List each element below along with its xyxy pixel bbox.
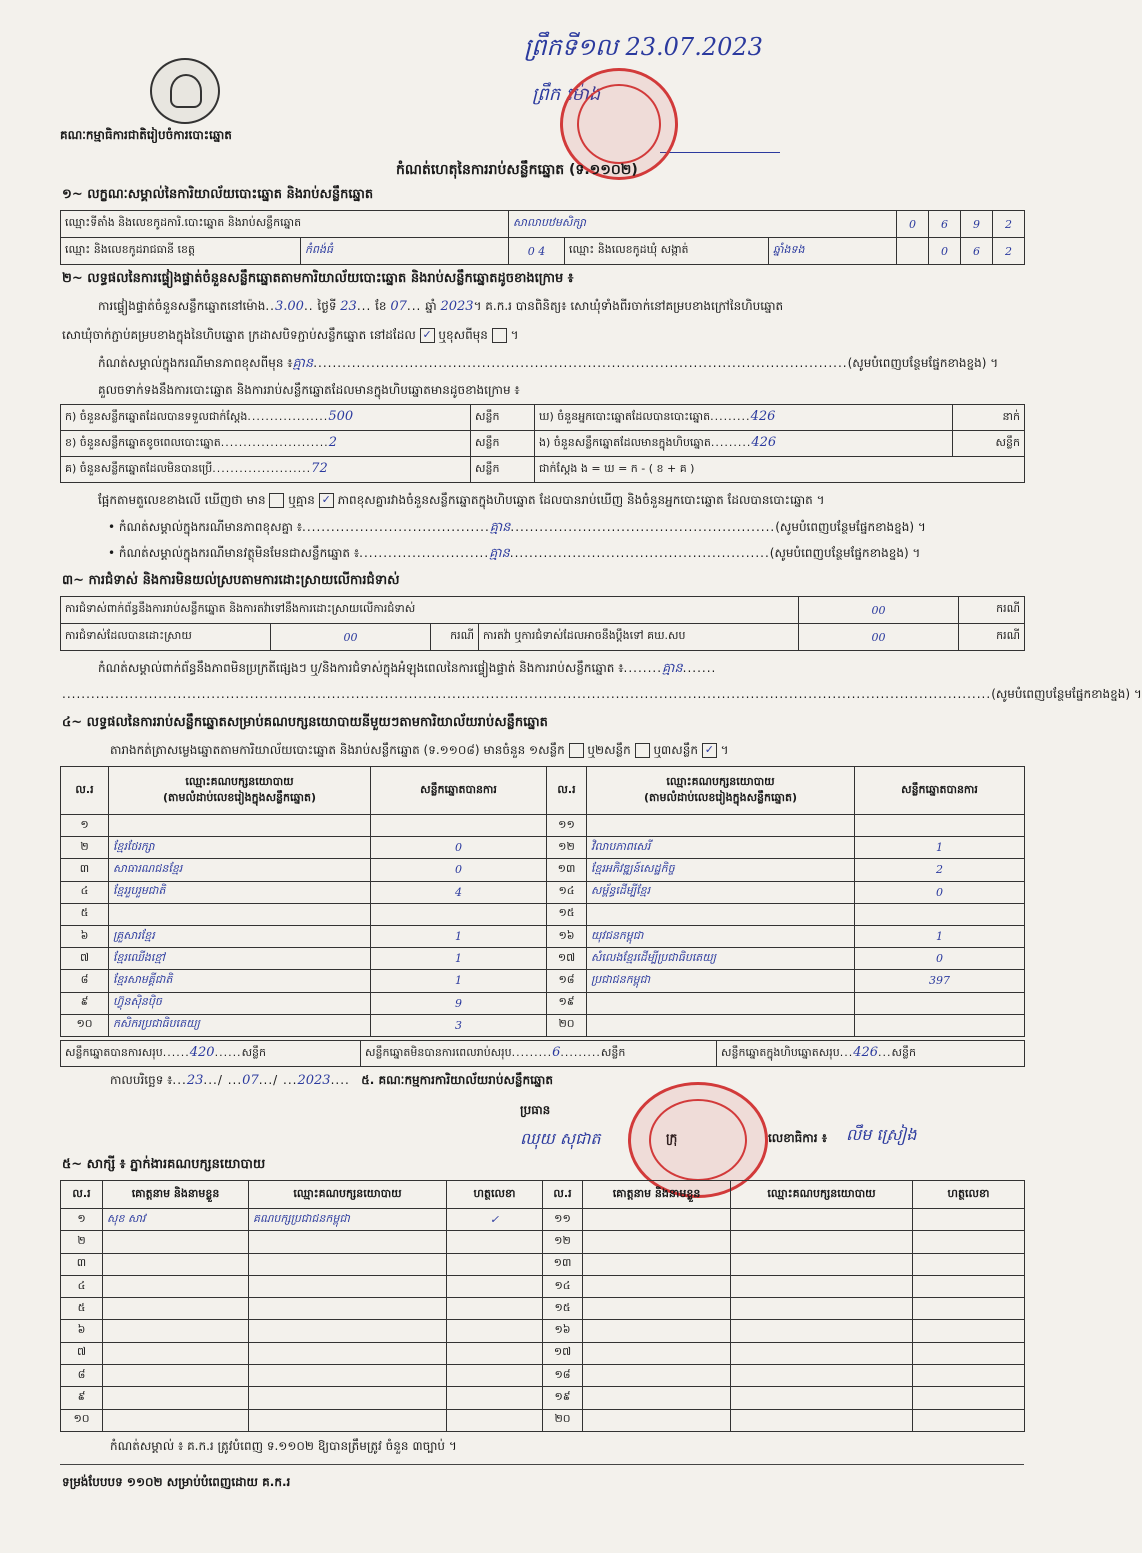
witness-no: ១៧ (543, 1342, 583, 1364)
objections-related-value: 00 (799, 597, 959, 624)
received-ballots-row: ក) ចំនួនសន្លឹកឆ្នោតដែលបានទទួលជាក់ស្តែង..................500 (61, 405, 471, 431)
witness-party (731, 1365, 913, 1387)
party-no: ១៤ (547, 881, 587, 903)
witness-no: ២ (61, 1231, 103, 1253)
witness-party (249, 1298, 447, 1320)
party-no: ៨ (61, 970, 109, 992)
objections-resolved-value: 00 (271, 624, 431, 651)
witness-name (583, 1342, 731, 1364)
secretary-signature: លឹម ស្រៀង (846, 1125, 917, 1144)
signature-line (660, 152, 780, 153)
commune-value: ឆ្នាំងទង (769, 238, 897, 265)
handwritten-note: ព្រឹក ម៉ោង (532, 84, 601, 105)
voters-row: ឃ) ចំនួនអ្នកបោះឆ្នោតដែលបានបោះឆ្នោត.........426 (535, 405, 953, 431)
location-code-2: 6 (929, 211, 961, 238)
commune-code-2: 6 (961, 238, 993, 265)
party-no: ១៩ (547, 992, 587, 1014)
witness-signature (447, 1342, 543, 1364)
witness-name (103, 1298, 249, 1320)
witness-no: ១៥ (543, 1298, 583, 1320)
three-sheet-checkbox[interactable]: ✓ (702, 743, 717, 758)
section2-title: ២~ លទ្ធផលនៃការផ្ទៀងផ្ទាត់ចំនួនសន្លឹកឆ្នោតតាមការិយាល័យបោះឆ្នោត និងរាប់សន្លឹកឆ្នោតដូចខាងក្រោម ៖ (62, 271, 574, 286)
party-votes: 2 (855, 859, 1025, 881)
party-votes: 0 (855, 948, 1025, 970)
witness-signature (447, 1320, 543, 1342)
org-name: គណៈកម្មាធិការជាតិរៀបចំការបោះឆ្នោត (60, 128, 232, 142)
witness-name (583, 1253, 731, 1275)
witness-name (583, 1231, 731, 1253)
witness-no: ១៩ (543, 1387, 583, 1409)
witness-party (731, 1320, 913, 1342)
witness-signature (913, 1387, 1025, 1409)
party-name: ខ្មែរឈើងខ្មៅ (109, 948, 371, 970)
party-name: វិលាបភាពសេរី (587, 837, 855, 859)
witness-no: ៩ (61, 1387, 103, 1409)
witness-name (583, 1298, 731, 1320)
party-name (587, 815, 855, 837)
col-votes-left: សន្លឹកឆ្នោតបានការ (371, 767, 547, 815)
objections-resolved-label: ការជំទាស់ដែលបានដោះស្រាយ (61, 624, 271, 651)
witness-no: ៨ (61, 1365, 103, 1387)
col-no-left: ល.រ (61, 767, 109, 815)
witness-party (731, 1231, 913, 1253)
signing-date-line: កាលបរិច្ឆេទ ៖...23.../ ...07.../ ...2023.... ៥. គណៈកម្មការការិយាល័យរាប់សន្លឹកឆ្នោត (110, 1073, 553, 1088)
commune-code-1: 0 (929, 238, 961, 265)
witness-no: ៦ (61, 1320, 103, 1342)
party-votes: 0 (855, 881, 1025, 903)
province-value: កំពង់ធំ (301, 238, 509, 265)
party-votes: 9 (371, 992, 547, 1014)
witness-no: ១៨ (543, 1365, 583, 1387)
chair-label: ប្រធាន (520, 1103, 551, 1117)
witness-signature (447, 1275, 543, 1297)
total-in-box: សន្លឹកឆ្នោតក្នុងហិបឆ្នោតសរុប...426...សន្លឹក (717, 1041, 1025, 1067)
witness-party (731, 1387, 913, 1409)
witness-name (103, 1253, 249, 1275)
witness-signature (913, 1275, 1025, 1297)
party-name: សំលេងខ្មែរដើម្បីប្រជាធិបតេយ្យ (587, 948, 855, 970)
witness-row (61, 1298, 1025, 1320)
party-no: ២០ (547, 1014, 587, 1036)
party-no: ៥ (61, 903, 109, 925)
witness-party: គណបក្សប្រជាជនកម្ពុជា (249, 1209, 447, 1231)
party-name (587, 903, 855, 925)
witness-signature (447, 1365, 543, 1387)
witness-party (249, 1275, 447, 1297)
total-invalid: សន្លឹកឆ្នោតមិនបានការពេលរាប់សរុប.........6.........សន្លឹក (361, 1041, 717, 1067)
party-votes: 1 (371, 925, 547, 947)
party-no: ៤ (61, 881, 109, 903)
witness-no: ៤ (61, 1275, 103, 1297)
party-votes: 397 (855, 970, 1025, 992)
party-votes: 1 (855, 837, 1025, 859)
party-votes: 1 (855, 925, 1025, 947)
bullet-foreign-object-note: • កំណត់សម្គាល់ក្នុងករណីមានវត្ថុមិនមែនជាសន្លឹកឆ្នោត ៖...........................គ្មាន......................................................(សូមបំពេញបន្ថែមផ្នែកខាងខ្នង) ។ (108, 546, 921, 561)
witness-name (103, 1320, 249, 1342)
witness-signature: ✓ (447, 1209, 543, 1231)
section5-title: ៥~ សាក្សី ៖ ភ្នាក់ងារគណបក្សនយោបាយ (62, 1157, 266, 1172)
location-code-4: 2 (993, 211, 1025, 238)
results-table (60, 766, 1025, 1037)
section5-note: កំណត់សម្គាល់ ៖ គ.ក.រ ត្រូវបំពេញ ទ.១១០២ ឱ្យបានត្រឹមត្រូវ ចំនួន ៣ច្បាប់ ។ (110, 1439, 457, 1453)
witness-name (583, 1365, 731, 1387)
witness-name (103, 1342, 249, 1364)
verification-line2: សោឃុំចាក់ភ្ជាប់គម្របខាងក្នុងនៃហិបឆ្នោត ក្រដាសបិទភ្ជាប់សន្លឹកឆ្នោត នៅដដែល ✓ ឬខុសពីមុន ។ (62, 328, 519, 342)
witness-name (103, 1365, 249, 1387)
results-totals (60, 1040, 1025, 1067)
witness-row (61, 1387, 1025, 1409)
party-no: ១៨ (547, 970, 587, 992)
witness-row (61, 1342, 1025, 1364)
witness-no: ១២ (543, 1231, 583, 1253)
party-no: ១២ (547, 837, 587, 859)
party-votes (855, 1014, 1025, 1036)
party-no: ២ (61, 837, 109, 859)
results-row (61, 903, 1025, 925)
witness-row (61, 1320, 1025, 1342)
witness-signature (913, 1231, 1025, 1253)
witness-party (731, 1342, 913, 1364)
location-label: ឈ្មោះទីតាំង និងលេខកូដការិ.បោះឆ្នោត និងរាប់សន្លឹកឆ្នោត (61, 211, 509, 238)
witness-no: ១៤ (543, 1275, 583, 1297)
section4-title: ៤~ លទ្ធផលនៃការរាប់សន្លឹកឆ្នោតសម្រាប់គណបក្សនយោបាយនីមួយៗតាមការិយាល័យរាប់សន្លឹកឆ្នោត (62, 715, 548, 730)
witness-name (103, 1387, 249, 1409)
total-valid: សន្លឹកឆ្នោតបានការសរុប......420......សន្លឹក (61, 1041, 361, 1067)
footer-divider (60, 1464, 1024, 1465)
witness-no: ៧ (61, 1342, 103, 1364)
difference-note-line: កំណត់សម្គាល់ក្នុងករណីមានភាពខុសពីមុន ៖គ្មាន...............................................................................................................(សូមបំពេញបន្ថែមផ្នែកខាងខ្នង) ។ (98, 356, 999, 371)
witness-signature (913, 1209, 1025, 1231)
witness-party (249, 1253, 447, 1275)
party-no: ១៦ (547, 925, 587, 947)
location-code-3: 9 (961, 211, 993, 238)
party-votes (855, 815, 1025, 837)
witness-signature (913, 1320, 1025, 1342)
party-no: ១៥ (547, 903, 587, 925)
witness-no: ១៦ (543, 1320, 583, 1342)
box-ballots-row: ង) ចំនួនសន្លឹកឆ្នោតដែលមានក្នុងហិបឆ្នោត.........426 (535, 431, 953, 457)
witness-table: ល.រ គោត្តនាម និងនាមខ្លួន ឈ្មោះគណបក្សនយោបាយ ហត្ថលេខា ល.រ គោត្តនាម និងនាមខ្លួន ឈ្មោះគណបក្សនយោបាយ ហត្ថលេខា ១ សុខ សាវ គណបក្សប្រជាជនកម្ពុជា ✓ ១១ ២ ១២ ៣ ១៣ ៤ ១៤ ៥ ១៥ ៦ ១៦ ៧ ១៧ ៨ ១៨ ៩ ១៩ ១០ ២០ (60, 1180, 1025, 1432)
province-label: ឈ្មោះ និងលេខកូដរាជធានី ខេត្ត (61, 238, 301, 265)
witness-row (61, 1275, 1025, 1297)
party-name: គ្រួសារខ្មែរ (109, 925, 371, 947)
unused-ballots-row: គ) ចំនួនសន្លឹកឆ្នោតដែលមិនបានប្រើ......................72 (61, 457, 471, 483)
objections-appeal-label: ការតវ៉ា ឬការជំទាស់ដែលអាចនឹងប្តឹងទៅ គឃ.សប (479, 624, 799, 651)
party-name: ខ្មែររួបរួមជាតិ (109, 881, 371, 903)
party-votes: 0 (371, 837, 547, 859)
objections-related-label: ការជំទាស់ពាក់ព័ន្ធនឹងការរាប់សន្លឹកឆ្នោត និងការតវ៉ាទៅនឹងការដោះស្រាយលើការជំទាស់ (61, 597, 799, 624)
party-name: ហ៊្វុនស៊ិនប៉ិច (109, 992, 371, 1014)
commune-code-3: 2 (993, 238, 1025, 265)
witness-no: ១០ (61, 1409, 103, 1431)
witness-row (61, 1365, 1025, 1387)
witness-party (249, 1365, 447, 1387)
objections-table: ការជំទាស់ពាក់ព័ន្ធនឹងការរាប់សន្លឹកឆ្នោត និងការតវ៉ាទៅនឹងការដោះស្រាយលើការជំទាស់ 00 ករណី ការជំទាស់ដែលបានដោះស្រាយ 00 ករណី ការតវ៉ា ឬការជំទាស់ដែលអាចនឹងប្តឹងទៅ គឃ.សប 00 ករណី (60, 596, 1025, 651)
witness-signature (913, 1342, 1025, 1364)
party-votes: 3 (371, 1014, 547, 1036)
results-row (61, 948, 1025, 970)
objections-appeal-value: 00 (799, 624, 959, 651)
section1-table (60, 210, 1025, 265)
witness-party (249, 1409, 447, 1431)
results-row (61, 815, 1025, 837)
witness-party (731, 1209, 913, 1231)
spoiled-ballots-row: ខ) ចំនួនសន្លឹកឆ្នោតខូចពេលបោះឆ្នោត........................2 (61, 431, 471, 457)
party-name: យុវជនកម្ពុជា (587, 925, 855, 947)
party-votes (855, 903, 1025, 925)
irregularity-note-line: កំណត់សម្គាល់ពាក់ព័ន្ធនឹងភាពមិនប្រក្រតីផ្សេងៗ ឬ/និងការជំទាស់ក្នុងអំឡុងពេលនៃការផ្ទៀងផ្ទាត់ និងការរាប់សន្លឹកឆ្នោត ៖........គ្មាន....... (98, 661, 717, 676)
witness-signature (447, 1253, 543, 1275)
col-party-left: ឈ្មោះគណបក្សនយោបាយ (តាមលំដាប់លេខរៀងក្នុងសន្លឹកឆ្នោត) (109, 767, 371, 815)
party-no: ៧ (61, 948, 109, 970)
one-sheet-checkbox[interactable] (569, 743, 584, 758)
section3-title: ៣~ ការជំទាស់ និងការមិនយល់ស្របតាមការដោះស្រាយលើការជំទាស់ (62, 573, 400, 588)
unchanged-checkbox[interactable]: ✓ (420, 328, 435, 343)
location-code-1: 0 (897, 211, 929, 238)
witness-name (103, 1275, 249, 1297)
difference-check-line: ផ្អែកតាមតួលេខខាងលើ ឃើញថា មាន ឬគ្មាន ✓ ភាពខុសគ្នារវាងចំនួនសន្លឹកឆ្នោតក្នុងហិបឆ្នោត ដែលបានរាប់ឃើញ និងចំនួនអ្នកបោះឆ្នោត ដែលបានបោះឆ្នោត ។ (98, 493, 825, 507)
witness-signature (447, 1387, 543, 1409)
party-votes: 1 (371, 970, 547, 992)
bullet-difference-note: • កំណត់សម្គាល់ក្នុងករណីមានភាពខុសគ្នា ៖.......................................គ្មាន.......................................................(សូមបំពេញបន្ថែមផ្នែកខាងខ្នង) ។ (108, 520, 926, 535)
results-row (61, 881, 1025, 903)
witness-no: ១៣ (543, 1253, 583, 1275)
party-name: ខ្មែរថែរក្សា (109, 837, 371, 859)
party-no: ១៧ (547, 948, 587, 970)
witness-name (583, 1387, 731, 1409)
section1-title: ១~ លក្ខណៈសម្គាល់នៃការិយាល័យបោះឆ្នោត និងរាប់សន្លឹកឆ្នោត (62, 187, 374, 202)
party-votes (371, 903, 547, 925)
witness-row (61, 1209, 1025, 1231)
witness-party (249, 1387, 447, 1409)
witness-signature (447, 1298, 543, 1320)
witness-party (249, 1320, 447, 1342)
changed-checkbox[interactable] (492, 328, 507, 343)
party-name (587, 992, 855, 1014)
form-title: កំណត់ហេតុនៃការរាប់សន្លឹកឆ្នោត (ទ.១១០២) (396, 162, 638, 178)
party-name (109, 815, 371, 837)
chair-signature: ឈុយ សុជាត (520, 1129, 601, 1148)
member-label: ក្រុ (666, 1131, 678, 1145)
two-sheet-checkbox[interactable] (635, 743, 650, 758)
results-row (61, 1014, 1025, 1036)
ballot-counts-intro: គួលចទាក់ទងនឹងការបោះឆ្នោត និងការរាប់សន្លឹកឆ្នោតដែលមានក្នុងហិបឆ្នោតមានដូចខាងក្រោម ៖ (98, 383, 520, 397)
nec-logo-icon (150, 58, 220, 124)
witness-party (731, 1409, 913, 1431)
results-row (61, 837, 1025, 859)
witness-name (583, 1409, 731, 1431)
witness-no: ៣ (61, 1253, 103, 1275)
party-name: ខ្មែរអភិវឌ្ឍន៍សេដ្ឋកិច្ច (587, 859, 855, 881)
witness-no: ១១ (543, 1209, 583, 1231)
party-name (587, 1014, 855, 1036)
party-no: ១៣ (547, 859, 587, 881)
party-no: ១ (61, 815, 109, 837)
witness-party (731, 1275, 913, 1297)
party-name: សាធារណជនខ្មែរ (109, 859, 371, 881)
witness-row (61, 1409, 1025, 1431)
party-no: ៩ (61, 992, 109, 1014)
witness-party (249, 1342, 447, 1364)
formula: ជាក់ស្តែង ង = ឃ = ក - ( ខ + គ ) (535, 457, 1025, 483)
party-name: កសិករប្រជាធិបតេយ្យ (109, 1014, 371, 1036)
party-votes (371, 815, 547, 837)
col-no-right: ល.រ (547, 767, 587, 815)
verification-line1: ការផ្ទៀងផ្ទាត់ចំនួនសន្លឹកឆ្នោតនៅម៉ោង..3.00.. ថ្ងៃទី 23... ខែ 07... ឆ្នាំ 2023។ គ.ក.រ បានពិនិត្យ៖ សោឃុំទាំងពីរចាក់នៅគម្របខាងក្រៅនៃហិបឆ្នោត (98, 299, 784, 314)
results-row (61, 859, 1025, 881)
witness-no: ២០ (543, 1409, 583, 1431)
witness-signature (913, 1253, 1025, 1275)
witness-signature (447, 1231, 543, 1253)
results-row (61, 925, 1025, 947)
no-difference-checkbox[interactable]: ✓ (319, 493, 334, 508)
witness-name (583, 1275, 731, 1297)
witness-name: សុខ សាវ (103, 1209, 249, 1231)
witness-no: ៥ (61, 1298, 103, 1320)
witness-signature (913, 1298, 1025, 1320)
party-name: ខ្មែរសាមគ្គីជាតិ (109, 970, 371, 992)
results-row (61, 970, 1025, 992)
party-no: ១០ (61, 1014, 109, 1036)
witness-name (103, 1409, 249, 1431)
witness-signature (913, 1365, 1025, 1387)
party-no: ៦ (61, 925, 109, 947)
results-row (61, 992, 1025, 1014)
witness-name (583, 1320, 731, 1342)
party-no: ១១ (547, 815, 587, 837)
secretary-label: លេខាធិការ ៖ (768, 1131, 827, 1145)
party-votes: 0 (371, 859, 547, 881)
handwritten-date: ព្រឹកទី១ល 23.07.2023 (524, 33, 763, 61)
has-difference-checkbox[interactable] (269, 493, 284, 508)
commune-label: ឈ្មោះ និងលេខកូដឃុំ សង្កាត់ (565, 238, 769, 265)
province-code: 0 4 (509, 238, 565, 265)
tally-sheet-line: តារាងកត់ត្រាសម្លេងឆ្នោតតាមការិយាល័យបោះឆ្នោត និងរាប់សន្លឹកឆ្នោត (ទ.១១០៨) មានចំនួន ១សន្លឹក ឬ២សន្លឹក ឬ៣សន្លឹក ✓ ។ (110, 743, 729, 757)
party-votes: 1 (371, 948, 547, 970)
irregularity-note-line2: .................................................................................................................................................................................................(សូមបំពេញបន្ថែមផ្នែកខាងខ្នង) ។ (62, 687, 1142, 701)
col-party-right: ឈ្មោះគណបក្សនយោបាយ (តាមលំដាប់លេខរៀងក្នុងសន្លឹកឆ្នោត) (587, 767, 855, 815)
witness-signature (447, 1409, 543, 1431)
party-no: ៣ (61, 859, 109, 881)
witness-row (61, 1231, 1025, 1253)
party-name: សម្ព័ន្ធដើម្បីខ្មែរ (587, 881, 855, 903)
ballot-counts-table: ក) ចំនួនសន្លឹកឆ្នោតដែលបានទទួលជាក់ស្តែង..................500 សន្លឹក ឃ) ចំនួនអ្នកបោះឆ្នោតដែលបានបោះឆ្នោត.........426 នាក់ ខ) ចំនួនសន្លឹកឆ្នោតខូចពេលបោះឆ្នោត........................2 សន្លឹក ង) ចំនួនសន្លឹកឆ្នោតដែលមានក្នុងហិបឆ្នោត.........426 សន្លឹក គ) ចំនួនសន្លឹកឆ្នោតដែលមិនបានប្រើ......................72 សន្លឹក ជាក់ស្តែង ង = ឃ = ក - ( ខ + គ ) (60, 404, 1025, 483)
witness-name (103, 1231, 249, 1253)
witness-party (249, 1231, 447, 1253)
witness-row (61, 1253, 1025, 1275)
witness-name (583, 1209, 731, 1231)
party-votes: 4 (371, 881, 547, 903)
location-value: សាលាបឋមសិក្សា (509, 211, 897, 238)
col-votes-right: សន្លឹកឆ្នោតបានការ (855, 767, 1025, 815)
witness-signature (913, 1409, 1025, 1431)
witness-party (731, 1253, 913, 1275)
party-name: ប្រជាជនកម្ពុជា (587, 970, 855, 992)
witness-no: ១ (61, 1209, 103, 1231)
party-name (109, 903, 371, 925)
footer-text: ទម្រង់បែបបទ ១១០២ សម្រាប់បំពេញដោយ គ.ក.រ (62, 1475, 291, 1489)
party-votes (855, 992, 1025, 1014)
witness-party (731, 1298, 913, 1320)
